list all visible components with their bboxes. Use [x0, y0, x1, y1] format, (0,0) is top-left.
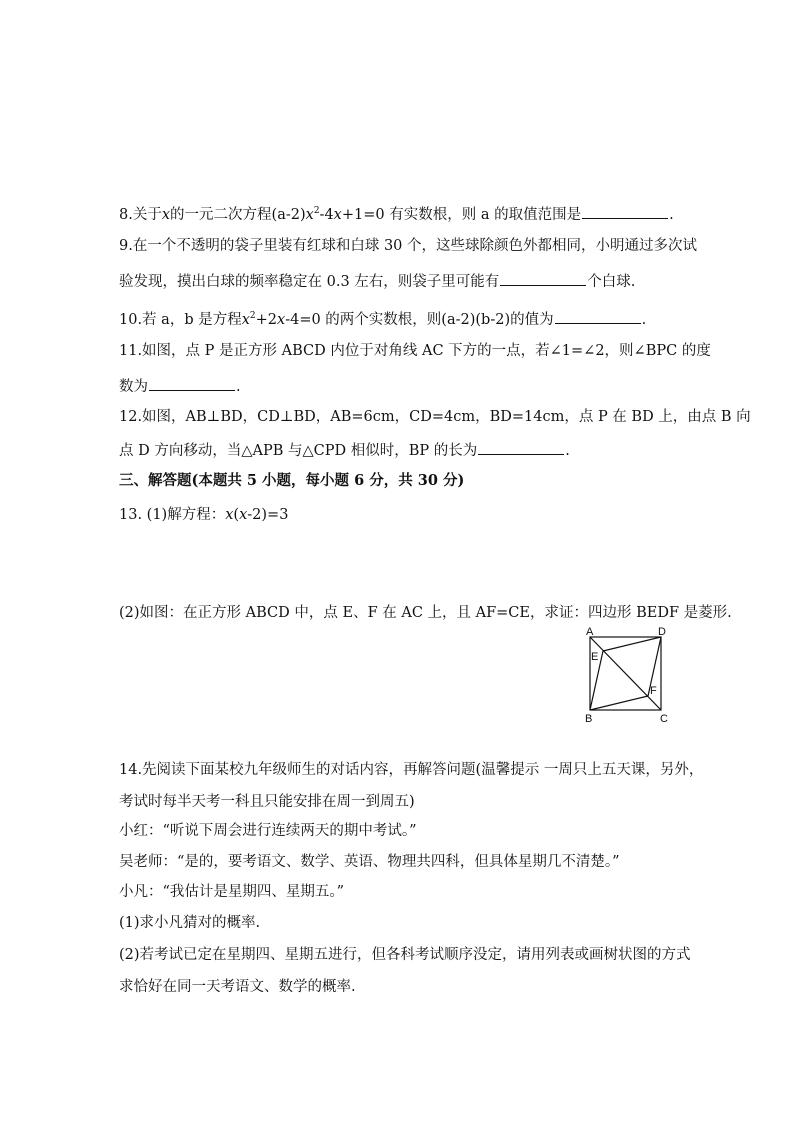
q8-exponent: 2 — [313, 206, 320, 216]
answer-blank — [149, 376, 235, 391]
segment-ed — [603, 637, 661, 651]
q9-text: 个白球. — [587, 274, 636, 290]
q13-var: x — [225, 507, 234, 523]
label-a: A — [586, 626, 594, 638]
q12-text: . — [565, 443, 570, 459]
section-heading: 三、解答题(本题共 5 小题，每小题 6 分，共 30 分) — [119, 472, 465, 489]
question-14-part-1: (1)求小凡猜对的概率. — [119, 915, 261, 931]
q8-text: +1=0 有实数根，则 a 的取值范围是 — [341, 206, 582, 223]
q8-var: x — [161, 206, 171, 223]
question-9-line-2 — [119, 271, 679, 292]
answer-blank — [555, 309, 641, 324]
q10-var: x — [277, 311, 286, 328]
question-14-part-2-line-1: (2)若考试已定在星期四、星期五进行，但各科考试顺序没定，请用列表或画树状图的方式 — [119, 947, 691, 963]
answer-blank — [582, 204, 668, 219]
q10-text: . — [641, 311, 647, 328]
question-14-line-2: 考试时每半天考一科且只能安排在周一到周五) — [119, 794, 415, 810]
question-14-part-2-line-2: 求恰好在同一天考语文、数学的概率. — [119, 979, 356, 995]
q13-text: -2)=3 — [247, 507, 289, 523]
q9-text: 验发现，摸出白球的频率稳定在 0.3 左右，则袋子里可能有 — [119, 274, 500, 290]
label-f: F — [650, 685, 657, 697]
q13-text: ( — [233, 507, 240, 523]
diagonal-ac — [590, 637, 661, 710]
question-12-line-2 — [119, 440, 679, 461]
square-figure — [574, 624, 679, 724]
question-11-line-1: 11.如图，点 P 是正方形 ABCD 内位于对角线 AC 下方的一点，若∠1=∠2，则∠BPC 的度 — [119, 343, 711, 359]
q10-text: 10.若 a，b 是方程 — [119, 311, 242, 328]
dialogue-xiaohong: 小红：“听说下周会进行连续两天的期中考试。” — [119, 823, 417, 839]
q10-text: -4=0 的两个实数根，则(a-2)(b-2)的值为 — [285, 311, 554, 328]
question-11-line-2 — [119, 376, 679, 397]
label-d: D — [658, 626, 666, 638]
q11-text: . — [236, 379, 241, 395]
question-12-line-1: 12.如图，AB⊥BD，CD⊥BD，AB=6cm，CD=4cm，BD=14cm，点 P 在 BD 上，由点 B 向 — [119, 409, 751, 425]
q8-var: x — [305, 206, 314, 223]
q11-text: 数为 — [119, 379, 148, 395]
q13-text: 13. (1)解方程： — [119, 507, 226, 523]
q8-var: x — [333, 206, 342, 223]
q10-exponent: 2 — [249, 311, 256, 321]
label-b: B — [585, 713, 593, 724]
label-c: C — [660, 713, 668, 724]
q8-text: 8.关于 — [119, 206, 162, 223]
dialogue-xiaofan: 小凡：“我估计是星期四、星期五。” — [119, 884, 345, 900]
q8-text: -4 — [319, 206, 334, 223]
answer-blank — [478, 440, 564, 455]
q10-var: x — [241, 311, 250, 328]
question-13-part-1 — [119, 505, 679, 525]
dialogue-teacher-wu: 吴老师：“是的，要考语文、数学、英语、物理共四科，但具体星期几不清楚。” — [119, 854, 620, 870]
answer-blank — [500, 271, 586, 286]
segment-fb — [590, 696, 648, 710]
question-8 — [119, 201, 679, 225]
label-e: E — [591, 651, 599, 663]
q10-text: +2 — [255, 311, 278, 328]
q13-var: x — [239, 507, 248, 523]
question-13-part-2: (2)如图：在正方形 ABCD 中，点 E、F 在 AC 上，且 AF=CE，求证：四边形 BEDF 是菱形. — [119, 605, 732, 621]
q8-text: . — [669, 206, 674, 223]
q8-text: 的一元二次方程(a-2) — [170, 206, 306, 223]
question-9-line-1: 9.在一个不透明的袋子里装有红球和白球 30 个，这些球除颜色外都相同，小明通过多次试 — [119, 238, 697, 254]
question-10 — [119, 306, 679, 330]
q12-text: 点 D 方向移动，当△APB 与△CPD 相似时，BP 的长为 — [119, 443, 478, 459]
question-14-line-1: 14.先阅读下面某校九年级师生的对话内容，再解答问题(温馨提示 一周只上五天课，另外， — [119, 762, 704, 778]
